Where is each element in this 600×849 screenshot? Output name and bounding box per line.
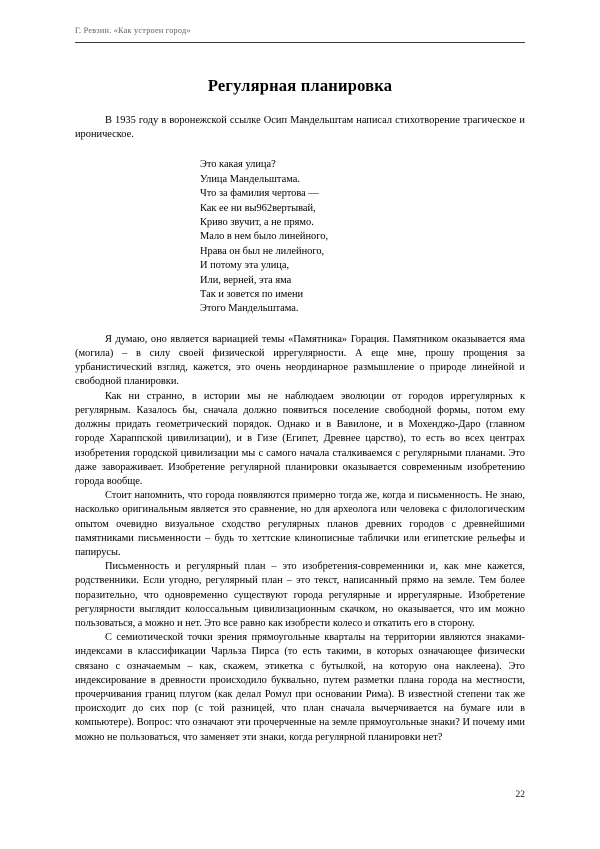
poem-line: Улица Мандельштама. — [200, 173, 300, 185]
intro-paragraph: В 1935 году в воронежской ссылке Осип Мандельштам написал стихотворение трагическое и ироническое. — [75, 115, 525, 141]
page-content — [75, 76, 525, 745]
poem-line: Так и зовется по имени — [200, 289, 304, 301]
body-paragraph: Как ни странно, в истории мы не наблюдаем эволюции от городов иррегулярных к регулярным. Казалось бы, сначала должно появиться поселение свободной формы, потом ему должны придать геометрический порядок. Однако и в Вавилоне, и в Мохенджо-Даро (главном городе Хараппской цивилизации), и в Гизе (Египет, Древнее царство), то есть во всех центрах изобретения городской цивилизации мы с самого начала сталкиваемся с регулярными планами. Это даже завораживает. Изобретение регулярной планировки оказывается современным изобретению города вообще. — [75, 390, 525, 487]
poem-line: Как ее ни вы962вертывай, — [200, 202, 316, 214]
running-head: Г. Ревзин. «Как устроен город» — [75, 26, 191, 35]
poem-line: Или, верней, эта яма — [200, 274, 292, 286]
body-paragraph: С семиотической точки зрения прямоугольные кварталы на территории являются знаками-индексами в классификации Чарльза Пирса (то есть такими, в которых означающее физически связано с означаемым – как, скажем, этикетка с бутылкой, на которую она наклеена). Это индексирование в древности происходило буквально, путем разметки плана города на местности, прочерчивания границ плугом (как делал Ромул при основании Рима). В известной степени так же происходит до сих пор (с той разницей, что план сначала вычерчивается на бумаге или в компьютере). Вопрос: что означают эти прочерченные на земле прямоугольные знаки? И почему ими можно не пользоваться, что заменяет эти знаки, когда регулярной планировки нет? — [75, 632, 525, 743]
poem-line: И потому эта улица, — [200, 260, 290, 272]
page-title: Регулярная планировка — [207, 76, 393, 95]
running-head-rule — [75, 42, 525, 43]
poem-block — [75, 158, 525, 316]
poem-line: Этого Мандельштама. — [200, 303, 299, 315]
body-paragraph: Письменность и регулярный план – это изобретения-современники и, как мне кажется, родственники. Если угодно, регулярный план – это текст, написанный прямо на земле. Тем более поразительно, что одновременно существуют города регулярные и иррегулярные. Изобретение регулярности выглядит колоссальным цивилизационным скачком, но оказывается, что им можно пользоваться, а можно и нет. Это все равно как изобрести колесо и откатить его в сторону. — [75, 561, 525, 629]
page-number: 22 — [515, 790, 525, 800]
poem-line: Нрава он был не лилейного, — [200, 245, 325, 257]
body-paragraph: Стоит напомнить, что города появляются примерно тогда же, когда и письменность. Не знаю, насколько оригинальным является это сравнение, но для археолога или человека с филологическим опытом очевидно визуальное сходство регулярных планов древних городов с древнейшими памятниками письменности – будь то хеттские клинописные таблички или египетские рельефы и папирусы. — [75, 490, 525, 558]
poem-line: Мало в нем было линейного, — [200, 231, 329, 243]
poem-line: Что за фамилия чертова — — [200, 188, 319, 200]
body-paragraph: Я думаю, оно является вариацией темы «Памятника» Горация. Памятником оказывается яма (могила) – в силу своей физической иррегулярности. А еще мне, прошу прощения за урбанистический взгляд, кажется, это очень неординарное размышление о природе линейной и свободной планировки. — [75, 333, 525, 388]
poem-line: Криво звучит, а не прямо. — [200, 217, 314, 229]
poem-line: Это какая улица? — [200, 159, 276, 171]
